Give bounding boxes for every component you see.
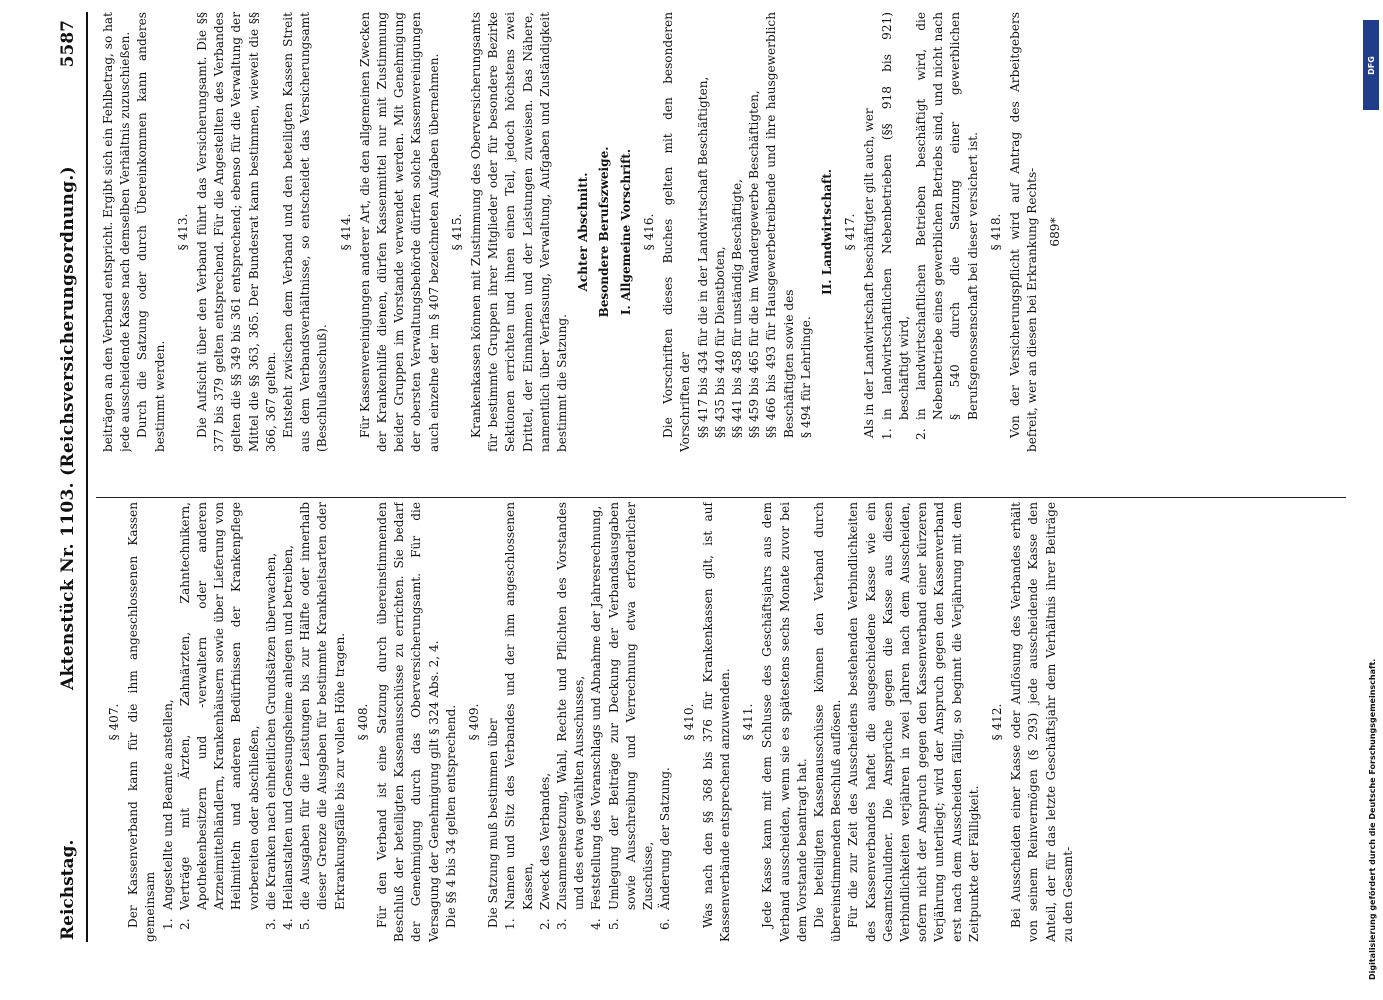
- paragraph: beiträgen an den Verband entspricht. Ergibt sich ein Fehlbetrag, so hat jede ausscheidende Kasse nach demselben Verhältnis zuzuschießen.: [101, 12, 133, 452]
- section-number: § 413.: [175, 213, 190, 251]
- list-number: 2.: [913, 428, 928, 440]
- list-item: [502, 502, 536, 942]
- header-rule: [86, 12, 88, 942]
- list-number: 2.: [177, 918, 192, 930]
- paragraph: Entsteht zwischen dem Verband und den beteiligten Kassen Streit aus dem Verbandsverhältnisse, so entscheidet das Versicherungsamt (Beschlußausschuß).: [281, 12, 330, 452]
- list-item: [606, 502, 658, 942]
- right-column: [100, 12, 1340, 452]
- list-text: die Kranken nach einheitlichen Grundsätzen überwachen,: [263, 552, 278, 910]
- list-number: 5.: [606, 918, 621, 930]
- list-number: 4.: [281, 918, 296, 930]
- reference-line: §§ 417 bis 434 für die in der Landwirtschaft Beschäftigten,: [695, 76, 710, 438]
- list-number: 3.: [263, 918, 278, 930]
- dfg-logo: DFG: [1363, 20, 1379, 110]
- paragraph: Für Kassenvereinigungen anderer Art, die den allgemeinen Zwecken der Krankenhilfe dienen, dürfen Kassenmittel nur mit Zustimmung beider Gruppen im Vorstande verwendet werden. Mit Genehmigung der obersten Verwaltungsbehörde dürfen solche Kassenvereinigungen auch einzelne der im § 407 bezeichneten Aufgaben übernehmen.: [357, 12, 441, 452]
- list-item: [879, 12, 913, 452]
- paragraph: Von der Versicherungspflicht wird auf Antrag des Arbeitgebers befreit, wer an diesen bei Erkrankung Rechts-: [1007, 12, 1040, 452]
- paragraph: Jede Kasse kann mit dem Schlusse des Geschäftsjahrs aus dem Verband ausscheiden, wenn sie es spätestens sechs Monate zuvor bei dem Vorstande beantragt hat.: [760, 502, 809, 942]
- list-number: 6.: [658, 918, 673, 930]
- paragraph: Krankenkassen können mit Zustimmung des Oberversicherungsamts für bestimmte Gruppen ihrer Mitglieder oder für besondere Bezirke Sektionen errichten und ihnen einen Teil, jedoch höchstens zwei Drittel, der Einnahmen und der Leistungen zuweisen. Das Nähere, namentlich über Verfassung, Verwaltung, Aufgaben und Zuständigkeit bestimmt die Satzung.: [469, 12, 570, 452]
- reference-line: §§ 459 bis 465 für die im Wandergewerbe Beschäftigten,: [747, 90, 762, 438]
- section-heading: II. Landwirtschaft.: [819, 168, 834, 296]
- list-text: Zweck des Verbandes,: [537, 772, 552, 910]
- paragraph: Für den Verband ist eine Satzung durch übereinstimmenden Beschluß der beteiligten Kassenausschüsse zu errichten. Sie bedarf der Genehmigung durch das Oberversicherungsamt. Für die Versagung der Genehmigung gilt § 324 Abs. 2, 4.: [375, 502, 441, 942]
- list-text: Namen und Sitz des Verbandes und der ihm angeschlossenen Kassen,: [503, 502, 535, 910]
- section-number: § 410.: [681, 703, 696, 741]
- header-left: Reichstag.: [58, 839, 78, 940]
- list-text: Änderung der Satzung.: [658, 767, 673, 910]
- list-item: [657, 502, 674, 942]
- header-center: Aktenstück Nr. 1103. (Reichsversicherungsordnung.): [58, 166, 78, 690]
- section-number: § 408.: [355, 703, 370, 741]
- list-number: 2.: [537, 918, 552, 930]
- list-number: 1.: [879, 428, 894, 440]
- paragraph: Die Aufsicht über den Verband führt das Versicherungsamt. Die §§ 377 bis 379 gelten entsprechend. Für die Angestellten des Verbandes gelten die §§ 349 bis 361 entsprechend; ebenso für die Verwaltung der Mittel die §§ 363, 365. Der Bundesrat kann bestimmen, wieweit die §§ 366, 367 gelten.: [195, 12, 278, 452]
- list-number: 1.: [160, 918, 175, 930]
- section-heading: I. Allgemeine Vorschrift.: [618, 148, 633, 316]
- list-number: 3.: [555, 918, 570, 930]
- list-text: Feststellung des Voranschlags und Abnahme der Jahresrechnung,: [589, 505, 604, 910]
- list-text: Umlegung der Beiträge zur Deckung der Verbandsausgaben sowie Ausschreibung und Verrechnung etwa erforderlicher Zuschüsse,: [606, 502, 656, 910]
- list-text: Angestellte und Beamte anstellen,: [160, 699, 175, 910]
- section-number: § 409.: [467, 703, 482, 741]
- paragraph: Für die zur Zeit des Ausscheidens bestehenden Verbindlichkeiten des Kassenverbandes haftet die ausgeschiedene Kasse wie ein Gesamtschuldner. Die Ansprüche gegen die Kasse aus diesen Verbindlichkeiten verjähren in zwei Jahren nach dem Ausscheiden, sofern nicht der Anspruch gegen den Kassenverband einer kürzeren Verjährung unterliegt; wird der Anspruch gegen den Kassenverband erst nach dem Ausscheiden fällig, so beginnt die Verjährung mit dem Zeitpunkte der Fälligkeit.: [846, 502, 981, 942]
- list-text: in landwirtschaftlichen Nebenbetrieben (§§ 918 bis 921) beschäftigt wird,: [879, 12, 911, 420]
- column-divider: [96, 497, 1346, 498]
- list-item: [588, 502, 605, 942]
- list-text: Heilanstalten und Genesungsheime anlegen und betreiben,: [281, 545, 296, 910]
- list-number: 4.: [589, 918, 604, 930]
- paragraph: Die beteiligten Kassenausschüsse können den Verband durch übereinstimmenden Beschluß auflösen.: [811, 502, 844, 942]
- list-item: [554, 502, 588, 942]
- paragraph: Als in der Landwirtschaft beschäftigter gilt auch, wer: [862, 108, 877, 438]
- list-item: [297, 502, 349, 942]
- section-heading: Achter Abschnitt.: [576, 172, 591, 292]
- section-number: § 416.: [641, 213, 656, 251]
- paragraph: Die Vorschriften dieses Buches gelten mit den besonderen Vorschriften der: [661, 12, 693, 452]
- reference-line: § 494 für Lehrlinge.: [798, 316, 813, 438]
- section-heading: Besondere Berufszweige.: [597, 146, 612, 318]
- section-number: 689*: [1048, 217, 1063, 247]
- reference-line: §§ 466 bis 493 für Hausgewerbetreibende und ihre hausgewerblich Beschäftigten sowie des: [764, 12, 796, 438]
- section-number: § 412.: [989, 703, 1004, 741]
- list-item: [537, 502, 554, 942]
- list-item: [280, 502, 297, 942]
- paragraph: Die §§ 4 bis 34 gelten entsprechend.: [443, 704, 458, 928]
- paragraph: Der Kassenverband kann für die ihm angeschlossenen Kassen gemeinsam: [126, 502, 158, 942]
- paragraph: Die Satzung muß bestimmen über: [486, 718, 501, 928]
- section-number: § 414.: [338, 213, 353, 251]
- section-number: § 411.: [741, 703, 756, 741]
- list-item: [177, 502, 263, 942]
- list-item: [160, 502, 177, 942]
- left-column: [100, 502, 1340, 942]
- section-number: § 407.: [107, 703, 121, 741]
- list-text: Verträge mit Ärzten, Zahnärzten, Zahntechnikern, Apothekenbesitzern und -verwaltern oder anderen Arzneimittelhändlern, Krankenhäusern sowie über Lieferung von Heilmitteln und anderen Bedürfnissen der Krankenpflege vorbereiten oder abschließen,: [177, 502, 261, 910]
- paragraph: Bei Ausscheiden einer Kasse oder Auflösung des Verbandes erhält von seinem Reinvermögen (§ 293) jede ausscheidende Kasse den Anteil, der für das letzte Geschäftsjahr dem Verhältnis ihrer Beiträge zu den Gesamt-: [1009, 502, 1075, 942]
- list-text: Zusammensetzung, Wahl, Rechte und Pflichten des Vorstandes und des etwa gewählten Ausschusses,: [555, 502, 587, 910]
- list-text: die Ausgaben für die Leistungen bis zur Hälfte oder innerhalb dieser Grenze die Ausgaben für bestimmte Krankheitsarten oder Erkrankungsfälle bis zur vollen Höhe tragen.: [298, 502, 347, 910]
- section-number: § 418.: [988, 213, 1003, 251]
- list-item: [913, 12, 982, 452]
- digitization-credit: Digitalisierung gefördert durch die Deutsche Forschungsgemeinschaft.: [1368, 658, 1377, 980]
- paragraph: Was nach den §§ 368 bis 376 für Krankenkassen gilt, ist auf Kassenverbände entsprechend anzuwenden.: [700, 502, 732, 942]
- list-item: [263, 502, 280, 942]
- page-number: 5587: [58, 20, 78, 68]
- paragraph: Durch die Satzung oder durch Übereinkommen kann anderes bestimmt werden.: [135, 12, 167, 452]
- reference-line: §§ 435 bis 440 für Dienstboten,: [712, 246, 727, 438]
- reference-line: §§ 441 bis 458 für unständig Beschäftigte,: [729, 178, 744, 438]
- list-number: 5.: [298, 918, 313, 930]
- section-number: § 415.: [449, 213, 464, 251]
- list-number: 1.: [503, 918, 518, 930]
- section-number: § 417.: [843, 213, 858, 251]
- list-text: in landwirtschaftlichen Betrieben beschäftigt wird, die Nebenbetriebe eines gewerblichen Betriebs sind, und nicht nach § 540 durch die Satzung einer gewerblichen Berufsgenossenschaft bei dieser versichert ist.: [913, 12, 980, 420]
